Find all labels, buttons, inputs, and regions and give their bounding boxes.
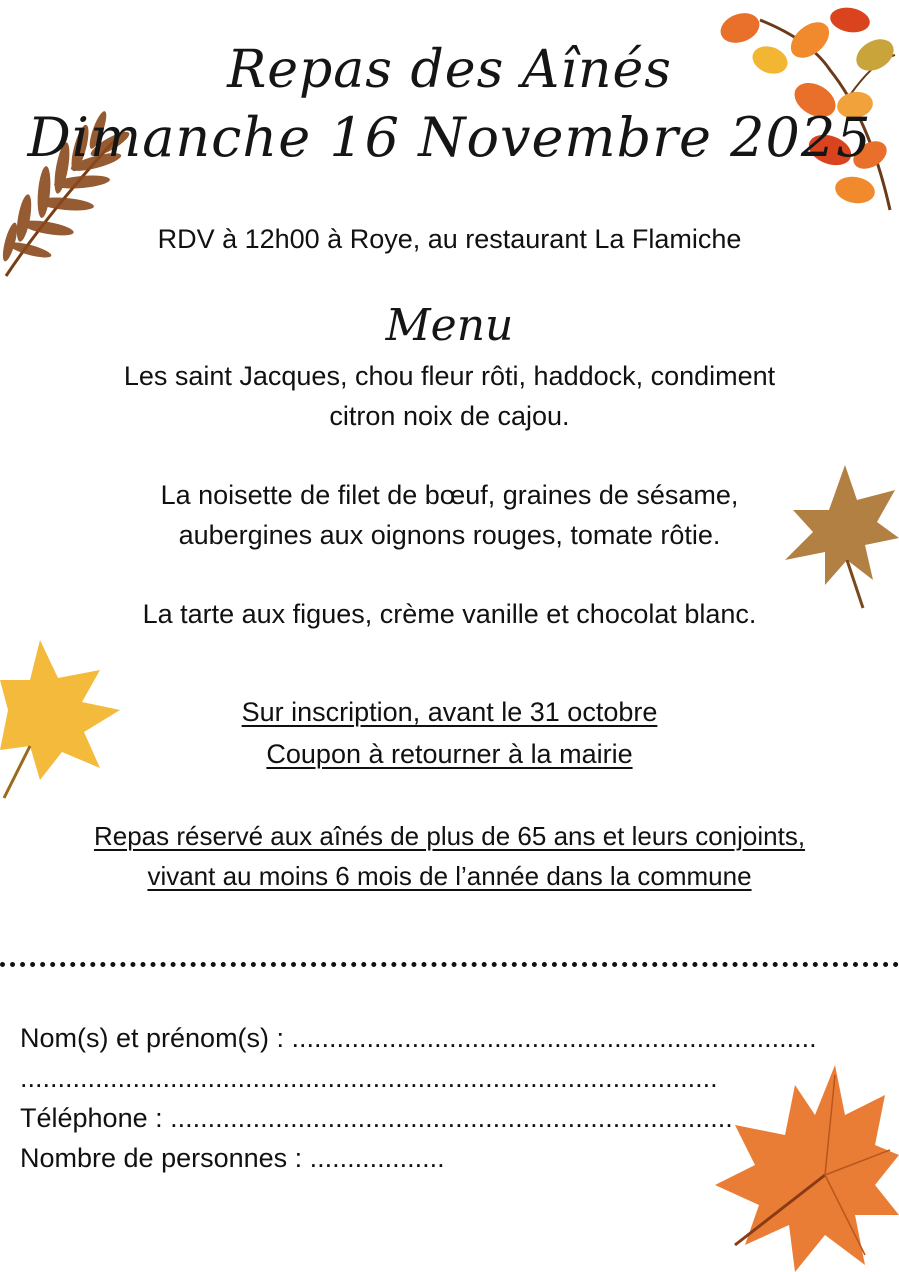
name-field-continuation[interactable]: ............................................................................................. bbox=[20, 1063, 718, 1093]
menu-dessert: La tarte aux figues, crème vanille et chocolat blanc. bbox=[142, 599, 757, 629]
menu-heading: Menu bbox=[385, 300, 514, 351]
event-date: Dimanche 16 Novembre 2025 bbox=[27, 106, 872, 169]
event-title: Repas des Aînés bbox=[227, 40, 672, 100]
cut-line-divider bbox=[0, 962, 899, 967]
registration-deadline: Sur inscription, avant le 31 octobre bbox=[241, 697, 658, 727]
eligibility-line2: vivant au moins 6 mois de l’année dans la commune bbox=[147, 861, 752, 891]
menu-entree-line2: citron noix de cajou. bbox=[329, 401, 570, 431]
people-count-field[interactable]: Nombre de personnes : .................. bbox=[20, 1143, 445, 1173]
eligibility-line1: Repas réservé aux aînés de plus de 65 ans et leurs conjoints, bbox=[93, 821, 806, 851]
registration-return: Coupon à retourner à la mairie bbox=[266, 739, 633, 769]
phone-field[interactable]: Téléphone : ........................................................................... bbox=[20, 1103, 733, 1133]
name-field[interactable]: Nom(s) et prénom(s) : ...................................................................... bbox=[20, 1023, 817, 1053]
menu-entree-line1: Les saint Jacques, chou fleur rôti, haddock, condiment bbox=[123, 361, 776, 391]
meeting-info: RDV à 12h00 à Roye, au restaurant La Flamiche bbox=[157, 224, 742, 254]
menu-plat-line1: La noisette de filet de bœuf, graines de sésame, bbox=[160, 480, 739, 510]
menu-plat-line2: aubergines aux oignons rouges, tomate rôtie. bbox=[178, 520, 721, 550]
